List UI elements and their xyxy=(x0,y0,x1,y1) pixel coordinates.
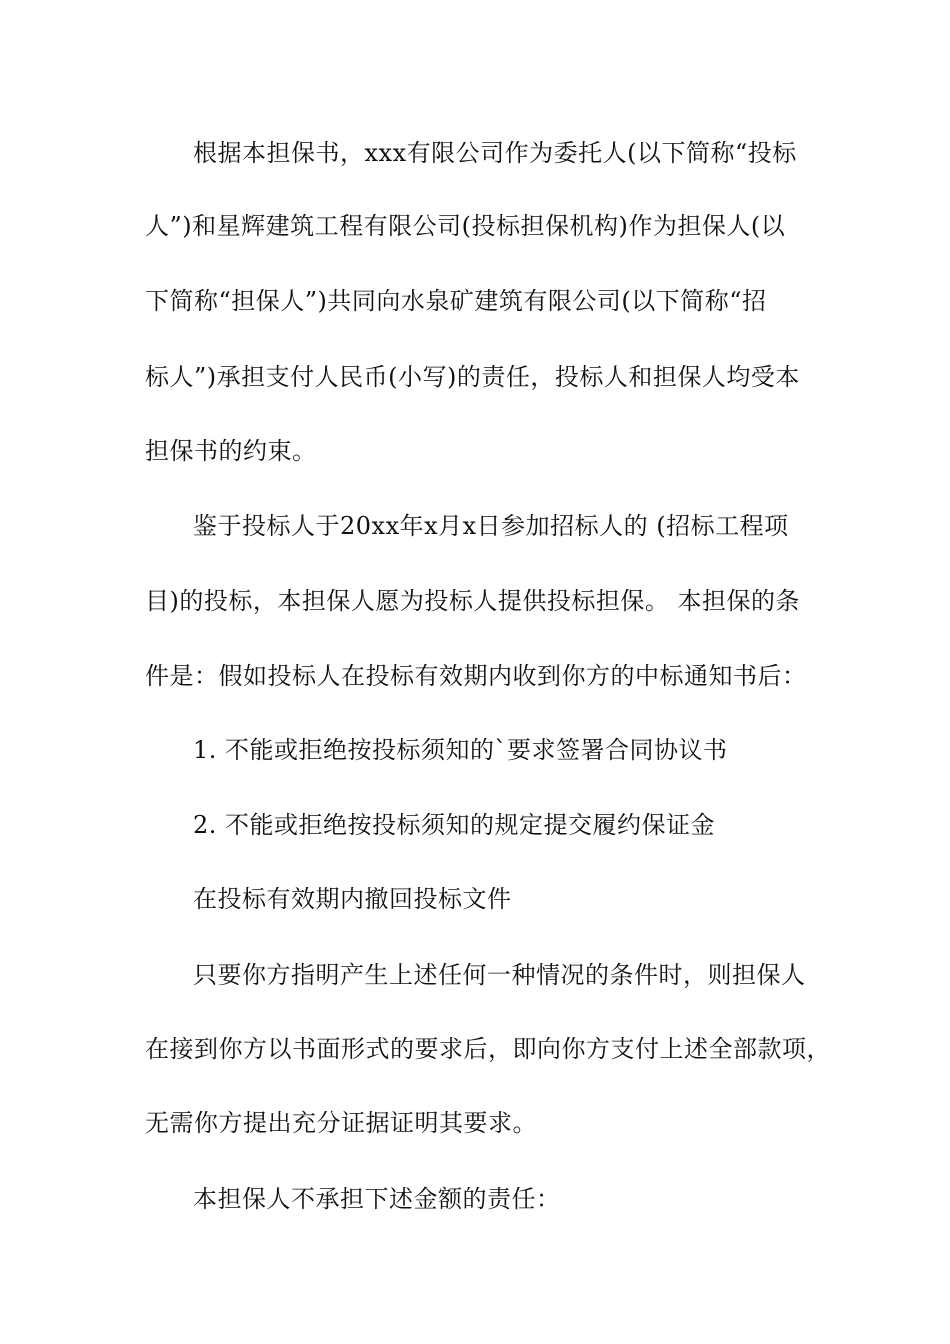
paragraph-1-line-3: 下简称“担保人”)共同向水泉矿建筑有限公司(以下简称“招 xyxy=(145,287,767,315)
paragraph-1-line-4: 标人”)承担支付人民币(小写)的责任，投标人和担保人均受本 xyxy=(145,363,800,391)
list-item-2: 2. 不能或拒绝按投标须知的规定提交履约保证金 xyxy=(193,811,716,839)
list-item-1: 1. 不能或拒绝按投标须知的`要求签署合同协议书 xyxy=(193,736,728,764)
paragraph-1-line-1: 根据本担保书，xxx有限公司作为委托人(以下简称“投标 xyxy=(193,139,797,167)
list-item-3: 在投标有效期内撤回投标文件 xyxy=(193,885,512,913)
paragraph-1-line-5: 担保书的约束。 xyxy=(145,437,317,465)
paragraph-3-line-3: 无需你方提出充分证据证明其要求。 xyxy=(145,1109,537,1137)
paragraph-1-line-2: 人”)和星辉建筑工程有限公司(投标担保机构)作为担保人(以 xyxy=(145,212,786,240)
paragraph-3-line-2: 在接到你方以书面形式的要求后，即向你方支付上述全部款项， xyxy=(145,1035,831,1063)
paragraph-4-line-1: 本担保人不承担下述金额的责任： xyxy=(193,1185,561,1213)
paragraph-2-line-2: 目)的投标，本担保人愿为投标人提供投标担保。 本担保的条 xyxy=(145,587,800,615)
paragraph-2-line-1: 鉴于投标人于20xx年x月x日参加招标人的 (招标工程项 xyxy=(193,512,789,540)
paragraph-3-line-1: 只要你方指明产生上述任何一种情况的条件时，则担保人 xyxy=(193,961,806,989)
paragraph-2-line-3: 件是：假如投标人在投标有效期内收到你方的中标通知书后： xyxy=(145,662,807,690)
